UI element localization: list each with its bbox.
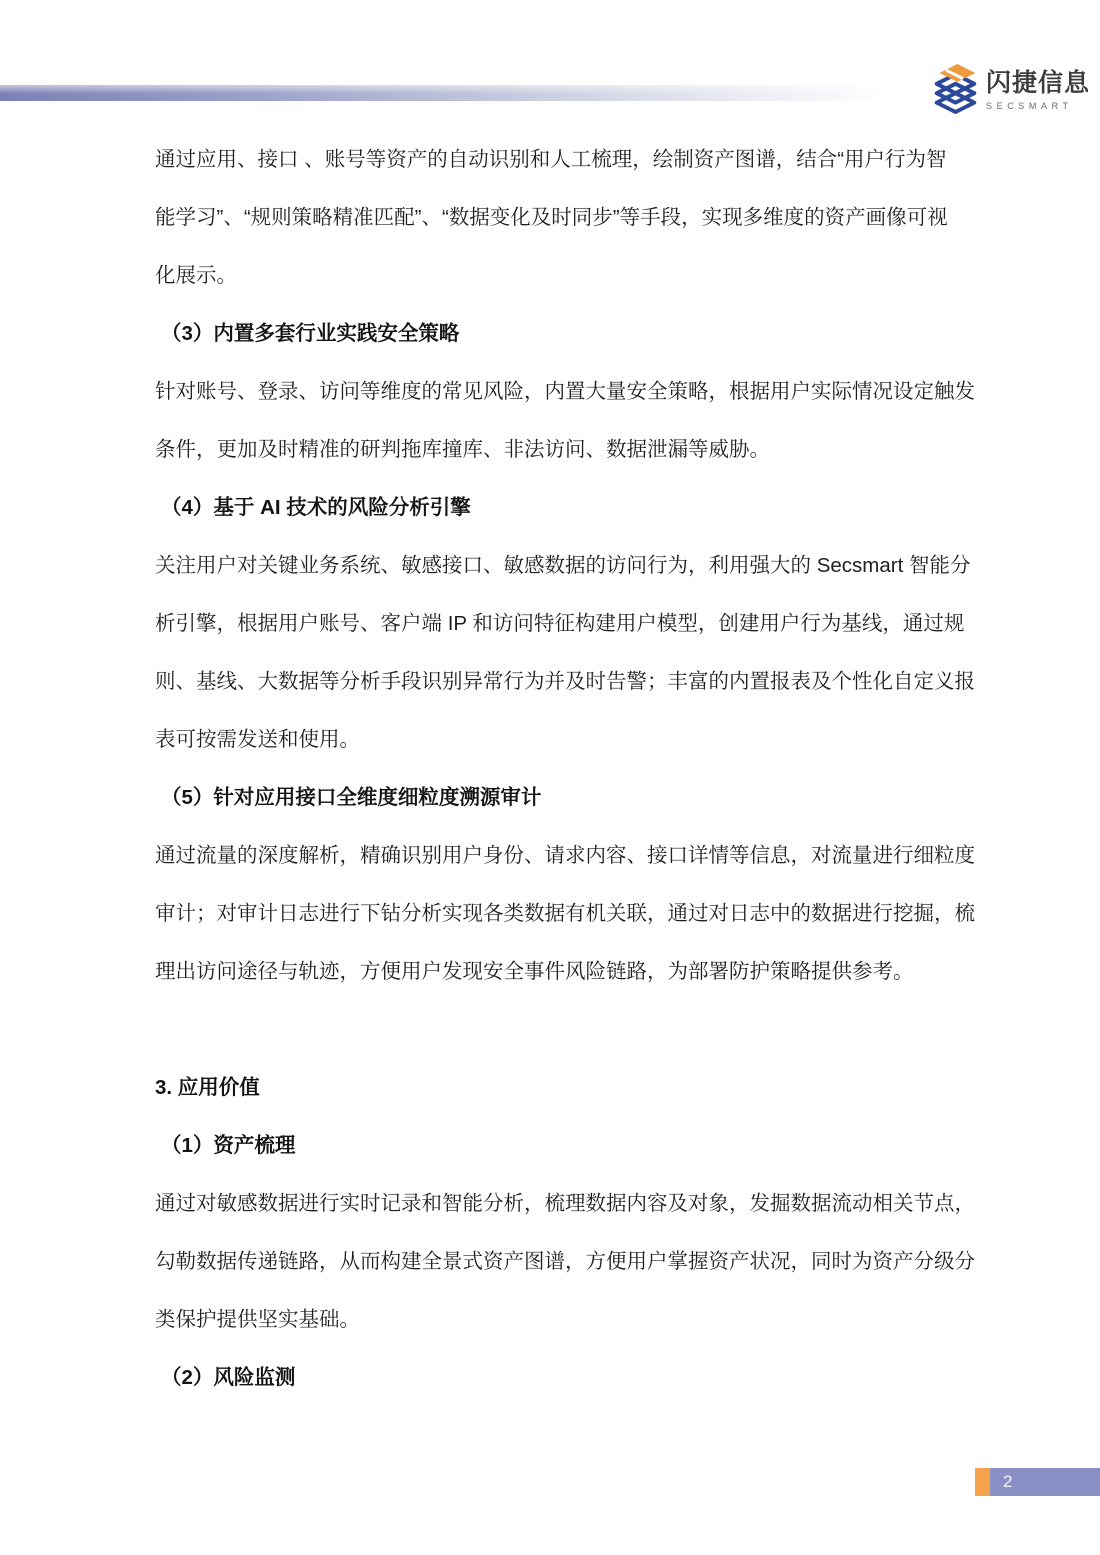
paragraph-line: 则、基线、大数据等分析手段识别异常行为并及时告警；丰富的内置报表及个性化自定义报 xyxy=(155,670,975,693)
brand-text xyxy=(986,61,1090,111)
paragraph-line: 析引擎，根据用户账号、客户端 IP 和访问特征构建用户模型，创建用户行为基线，通过规 xyxy=(155,612,965,635)
paragraph-line: 通过对敏感数据进行实时记录和智能分析，梳理数据内容及对象，发掘数据流动相关节点， xyxy=(155,1192,975,1215)
sub-heading: （1）资产梳理 xyxy=(161,1134,296,1157)
sub-heading: （2）风险监测 xyxy=(161,1366,296,1389)
paragraph-line: 针对账号、登录、访问等维度的常见风险，内置大量安全策略，根据用户实际情况设定触发 xyxy=(155,380,975,403)
document-body xyxy=(155,131,975,1407)
paragraph-line: 表可按需发送和使用。 xyxy=(155,728,360,751)
page-number: 2 xyxy=(1003,1472,1013,1491)
header-divider xyxy=(0,85,888,101)
paragraph-line: 类保护提供坚实基础。 xyxy=(155,1308,360,1331)
page-number-badge xyxy=(990,1468,1100,1496)
paragraph-line: 通过流量的深度解析，精确识别用户身份、请求内容、接口详情等信息，对流量进行细粒度 xyxy=(155,844,975,867)
paragraph-line: 能学习”、“规则策略精准匹配”、“数据变化及时同步”等手段，实现多维度的资产画像可视 xyxy=(155,206,948,229)
brand-name: 闪捷信息 xyxy=(986,69,1091,97)
paragraph-line: 化展示。 xyxy=(155,264,237,287)
paragraph-line: 理出访问途径与轨迹，方便用户发现安全事件风险链路，为部署防护策略提供参考。 xyxy=(155,960,914,983)
sub-heading: （3）内置多套行业实践安全策略 xyxy=(161,322,460,345)
brand-subtitle: SECSMART xyxy=(986,100,1073,111)
section-heading: 3. 应用价值 xyxy=(155,1076,260,1099)
sub-heading: （5）针对应用接口全维度细粒度溯源审计 xyxy=(161,786,542,809)
paragraph-line: 勾勒数据传递链路，从而构建全景式资产图谱，方便用户掌握资产状况，同时为资产分级分 xyxy=(155,1250,975,1273)
spacer-line xyxy=(155,1001,945,1059)
brand-logo xyxy=(932,61,1090,116)
paragraph-line: 审计；对审计日志进行下钻分析实现各类数据有机关联，通过对日志中的数据进行挖掘，梳 xyxy=(155,902,975,925)
paragraph-line: 通过应用、接口 、账号等资产的自动识别和人工梳理，绘制资产图谱，结合“用户行为智 xyxy=(155,148,947,171)
page-badge-accent xyxy=(975,1468,990,1496)
stacked-layers-logo-icon xyxy=(932,61,979,116)
paragraph-line: 条件，更加及时精准的研判拖库撞库、非法访问、数据泄漏等威胁。 xyxy=(155,438,770,461)
sub-heading: （4）基于 AI 技术的风险分析引擎 xyxy=(161,496,471,519)
paragraph-line: 关注用户对关键业务系统、敏感接口、敏感数据的访问行为，利用强大的 Secsmart 智能分 xyxy=(155,554,971,577)
